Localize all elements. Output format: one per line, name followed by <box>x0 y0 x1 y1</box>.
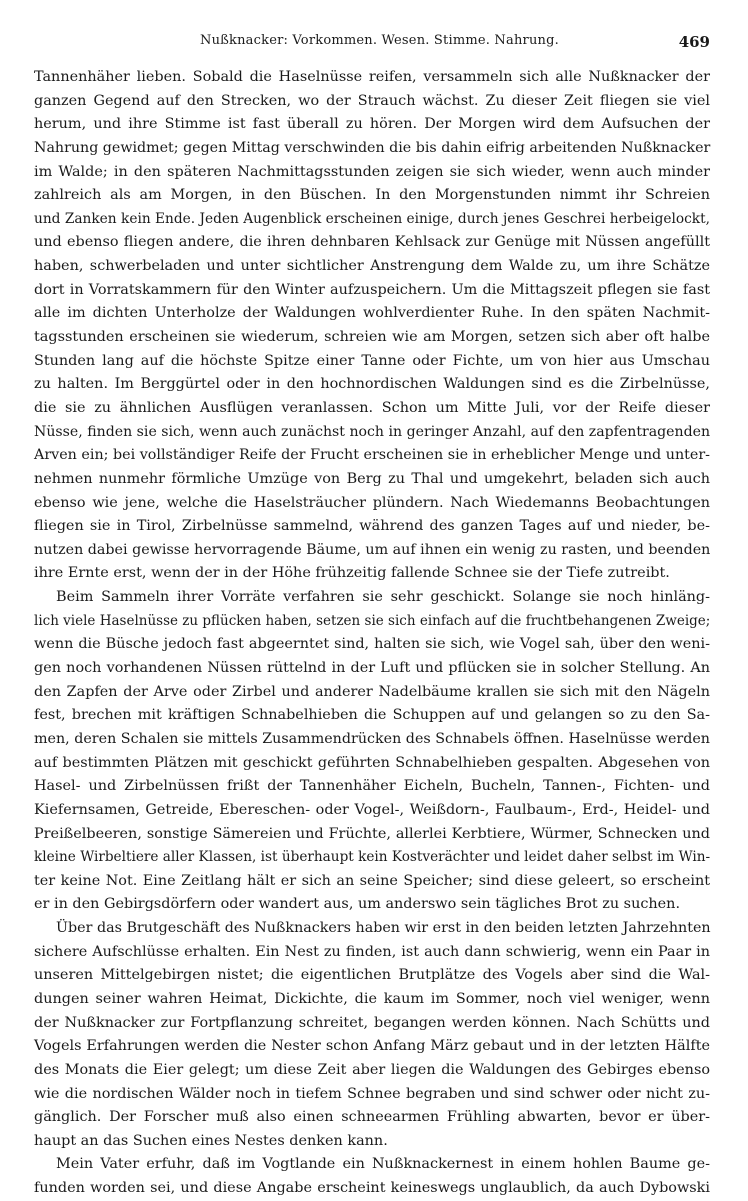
text-line: Stunden lang auf die höchste Spitze einer Tanne oder Fichte, um von hier aus Umschau <box>34 352 710 369</box>
text-line: tagsstunden erscheinen sie wiederum, schreien wie am Morgen, setzen sich aber oft halbe <box>34 329 710 346</box>
text-line: wie die nordischen Wälder noch in tiefem Schnee begraben und sind schwer oder nicht zu- <box>34 1085 710 1102</box>
text-line: den Zapfen der Arve oder Zirbel und anderer Nadelbäume krallen sie sich mit den Nägeln <box>34 683 710 700</box>
text-line: die sie zu ähnlichen Ausflügen veranlassen. Schon um Mitte Juli, vor der Reife dieser <box>34 399 710 416</box>
text-line: er in den Gebirgsdörfern oder wandert aus, um anderswo sein tägliches Brot zu suchen. <box>34 896 681 913</box>
text-line: Vogels Erfahrungen werden die Nester schon Anfang März gebaut und in der letzten Hälfte <box>34 1038 710 1055</box>
text-line: des Monats die Eier gelegt; um diese Zeit aber liegen die Waldungen des Gebirges ebenso <box>34 1061 710 1078</box>
text-line: zu halten. Im Berggürtel oder in den hochnordischen Waldungen sind es die Zirbelnüsse, <box>34 376 710 393</box>
text-line: Tannenhäher lieben. Sobald die Haselnüsse reifen, versammeln sich alle Nußknacker der <box>34 69 710 85</box>
text-line: fliegen sie in Tirol, Zirbelnüsse sammelnd, während des ganzen Tages auf und nieder, be- <box>34 518 710 535</box>
text-line: ter keine Not. Eine Zeitlang hält er sich an seine Speicher; sind diese geleert, so erscheint <box>34 872 710 889</box>
text-line: Nüsse, finden sie sich, wenn auch zunächst noch in geringer Anzahl, auf den zapfentragenden <box>34 423 711 440</box>
text-line: fest, brechen mit kräftigen Schnabelhieben die Schuppen auf und gelangen so zu den Sa- <box>34 707 710 724</box>
text-line: im Walde; in den späteren Nachmittagsstunden zeigen sie sich wieder, wenn auch minder <box>34 163 710 180</box>
text-line: Nahrung gewidmet; gegen Mittag verschwinden die bis dahin eifrig arbeitenden Nußknacker <box>34 139 711 156</box>
text-line: dort in Vorratskammern für den Winter aufzuspeichern. Um die Mittagszeit pflegen sie fast <box>34 281 710 298</box>
text-line: Mein Vater erfuhr, daß im Vogtlande ein Nußknackernest in einem hohlen Baume ge- <box>56 1156 710 1173</box>
text-line: gänglich. Der Forscher muß also einen schneearmen Frühling abwarten, bevor er über- <box>34 1109 710 1126</box>
text-line: Preißelbeeren, sonstige Sämereien und Früchte, allerlei Kerbtiere, Würmer, Schnecken und <box>34 825 710 842</box>
text-line: nutzen dabei gewisse hervorragende Bäume, um auf ihnen ein wenig zu rasten, und beenden <box>34 541 711 558</box>
text-line: men, deren Schalen sie mittels Zusammendrücken des Schnabels öffnen. Haselnüsse werden <box>34 730 710 747</box>
text-line: Über das Brutgeschäft des Nußknackers haben wir erst in den beiden letzten Jahrzehnten <box>56 920 711 937</box>
text-line: funden worden sei, und diese Angabe erscheint keineswegs unglaublich, da auch Dybowski <box>34 1180 710 1197</box>
text-line: gen noch vorhandenen Nüssen rüttelnd in der Luft und pflücken sie in solcher Stellung. An <box>34 660 710 677</box>
text-line: kleine Wirbeltiere aller Klassen, ist überhaupt kein Kostverächter und leidet daher selbst im Win- <box>34 849 711 866</box>
text-line: dungen seiner wahren Heimat, Dickichte, die kaum im Sommer, noch viel weniger, wenn <box>34 990 710 1007</box>
text-line: und Zanken kein Ende. Jeden Augenblick erscheinen einige, durch jenes Geschrei herbeigelockt, <box>34 210 710 227</box>
text-line: wenn die Büsche jedoch fast abgeerntet sind, halten sie sich, wie Vogel sah, über den weni- <box>34 636 710 653</box>
text-line: der Nußknacker zur Fortpflanzung schreitet, begangen werden können. Nach Schütts und <box>34 1014 710 1031</box>
text-line: und ebenso fliegen andere, die ihren dehnbaren Kehlsack zur Genüge mit Nüssen angefüllt <box>34 234 710 251</box>
text-line: ganzen Gegend auf den Strecken, wo der Strauch wächst. Zu dieser Zeit fliegen sie viel <box>34 92 710 109</box>
text-line: ihre Ernte erst, wenn der in der Höhe frühzeitig fallende Schnee sie der Tiefe zutreibt. <box>34 565 670 582</box>
text-line: zahlreich als am Morgen, in den Büschen. In den Morgenstunden nimmt ihr Schreien <box>34 187 710 204</box>
running-title: Nußknacker: Vorkommen. Wesen. Stimme. Nahrung. <box>200 33 559 48</box>
page-number: 469 <box>678 33 710 51</box>
text-line: alle im dichten Unterholze der Waldungen wohlverdienter Ruhe. In den späten Nachmit- <box>34 305 710 322</box>
text-line: Arven ein; bei vollständiger Reife der Frucht erscheinen sie in erheblicher Menge und unter- <box>34 447 710 464</box>
text-line: haben, schwerbeladen und unter sichtlicher Anstrengung dem Walde zu, um ihre Schätze <box>34 258 710 275</box>
text-line: nehmen nunmehr förmliche Umzüge von Berg zu Thal und umgekehrt, beladen sich auch <box>34 470 710 487</box>
text-line: lich viele Haselnüsse zu pflücken haben, setzen sie sich einfach auf die fruchtbehangenen Zweige; <box>34 612 711 629</box>
body-text <box>34 66 710 1201</box>
running-head <box>34 33 710 55</box>
text-line: ebenso wie jene, welche die Haselsträucher plündern. Nach Wiedemanns Beobachtungen <box>34 494 710 511</box>
text-line: Hasel- und Zirbelnüssen frißt der Tannenhäher Eicheln, Bucheln, Tannen-, Fichten- und <box>34 778 710 795</box>
text-line: sichere Aufschlüsse erhalten. Ein Nest zu finden, ist auch dann schwierig, wenn ein Paar in <box>34 943 710 960</box>
text-line: auf bestimmten Plätzen mit geschickt geführten Schnabelhieben gespalten. Abgesehen von <box>34 754 710 771</box>
text-line: haupt an das Suchen eines Nestes denken kann. <box>34 1132 388 1149</box>
text-line: Kiefernsamen, Getreide, Ebereschen- oder Vogel-, Weißdorn-, Faulbaum-, Erd-, Heidel- und <box>34 801 710 818</box>
text-line: Beim Sammeln ihrer Vorräte verfahren sie sehr geschickt. Solange sie noch hinläng- <box>56 589 710 606</box>
text-line: herum, und ihre Stimme ist fast überall zu hören. Der Morgen wird dem Aufsuchen der <box>34 116 710 133</box>
text-line: unseren Mittelgebirgen nistet; die eigentlichen Brutplätze des Vogels aber sind die Wal- <box>34 967 710 984</box>
